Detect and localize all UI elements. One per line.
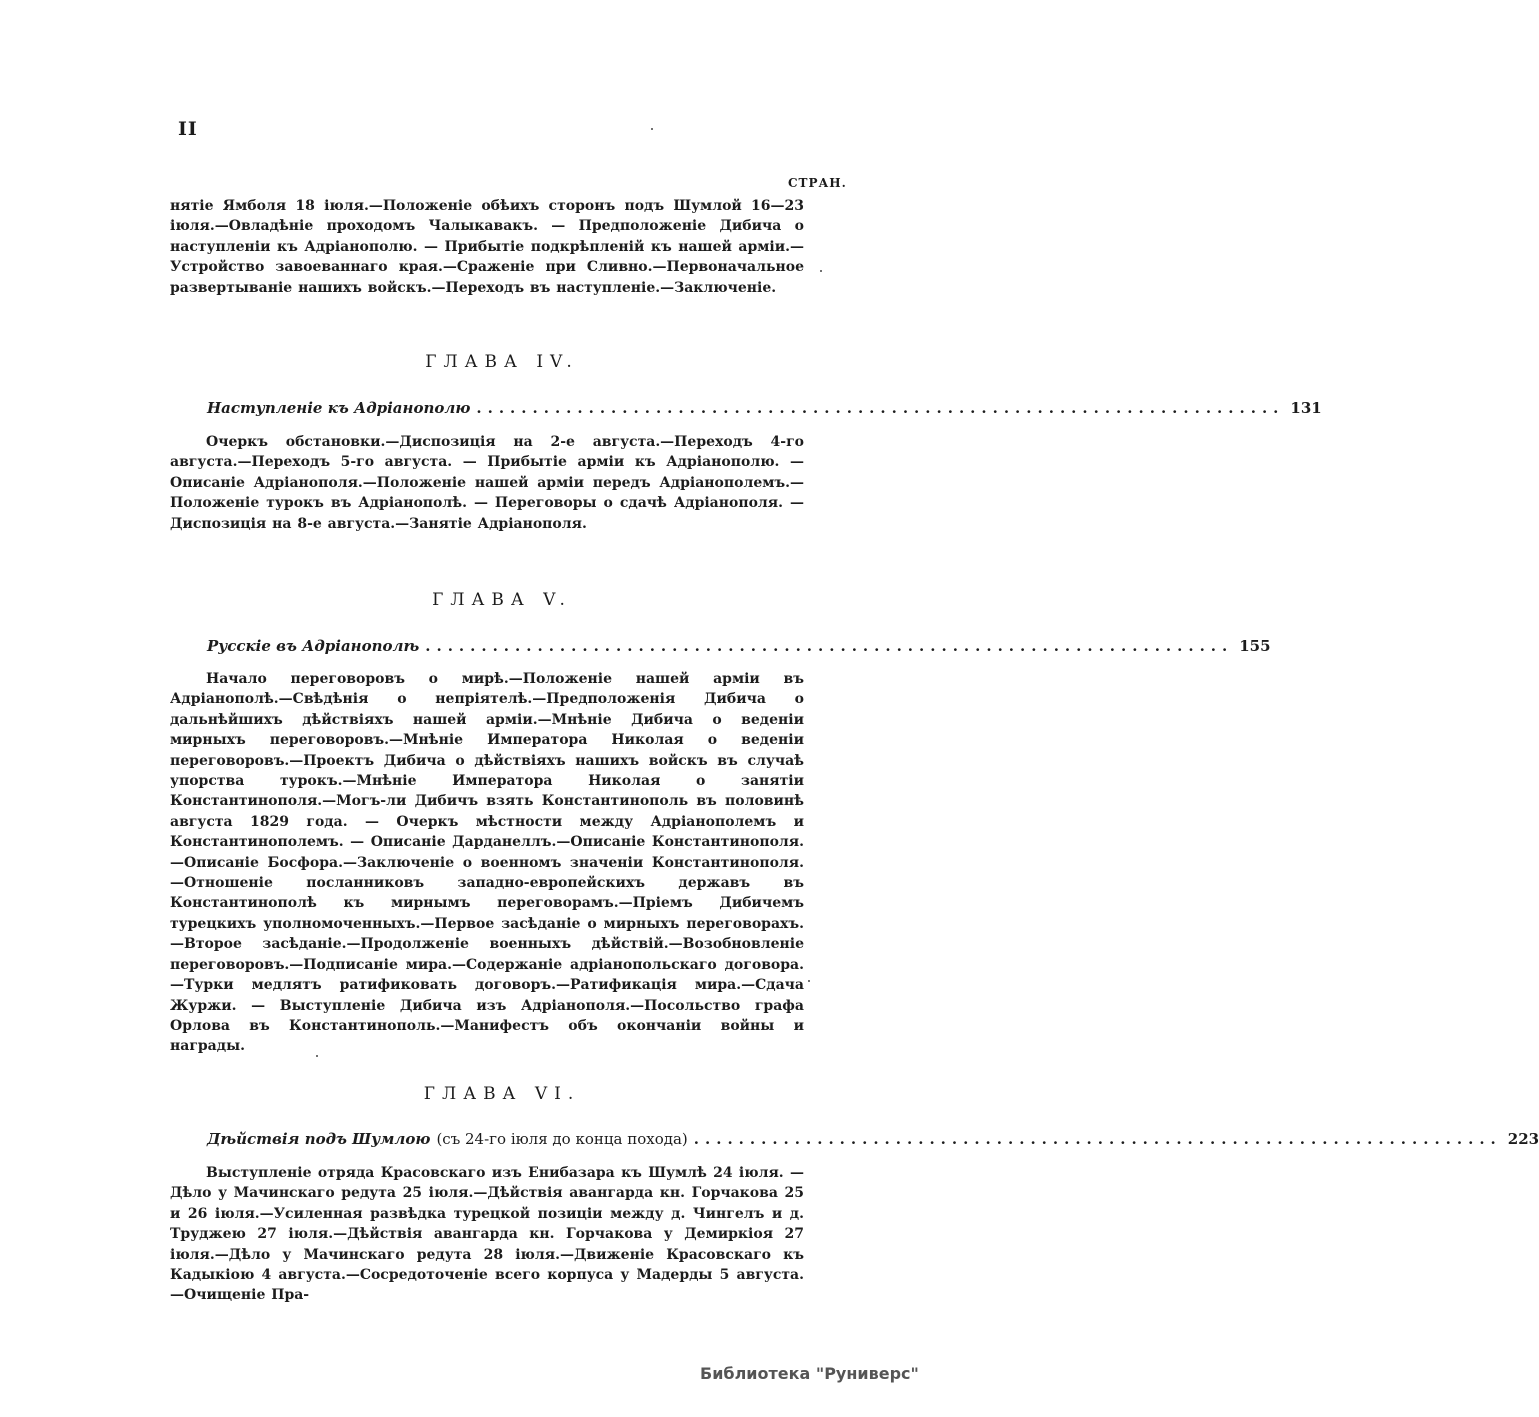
toc-entry-chapter-iv[interactable] [207,398,1322,418]
toc-leader-dots: ........................................................................ [476,399,1285,417]
toc-entry-chapter-vi[interactable] [207,1129,1539,1149]
toc-page-number: 155 [1239,637,1271,655]
library-watermark: Библиотека "Руниверс" [700,1364,919,1383]
toc-title: Дѣйствія подъ Шумлою [207,1130,431,1148]
chapter-vi-summary: Выступленіе отряда Красовскаго изъ Енибазара къ Шумлѣ 24 іюля. — Дѣло у Мачинскаго редута 25 іюля.—Дѣйствія авангарда кн. Горчакова 25 и 26 іюля.—Усиленная развѣдка турецкой позиціи между д. Чингелъ и д. Труджею 27 іюля.—Дѣйствія авангарда кн. Горчакова у Демиркіоя 27 іюля.—Дѣло у Мачинскаго редута 28 іюля.—Движеніе Красовскаго къ Кадыкіою 4 августа.—Сосредоточеніе всего корпуса у Мадерды 5 августа.—Очищеніе Пра- [170,1165,804,1304]
chapter-iv-heading: ГЛАВА IV. [425,352,579,372]
chapter-v-summary: Начало переговоровъ о мирѣ.—Положеніе нашей арміи въ Адріанополѣ.—Свѣдѣнія о непріятелѣ.—Предположенія Дибича о дальнѣйшихъ дѣйствіяхъ нашей арміи.—Мнѣніе Дибича о веденіи мирныхъ переговоровъ.—Мнѣніе Императора Николая о веденіи переговоровъ.—Проектъ Дибича о дѣйствіяхъ нашихъ войскъ въ случаѣ упорства турокъ.—Мнѣніе Императора Николая о занятіи Константинополя.—Могъ-ли Дибичъ взять Константинополь въ половинѣ августа 1829 года. — Очеркъ мѣстности между Адріанополемъ и Константинополемъ. — Описаніе Дарданеллъ.—Описаніе Константинополя.—Описаніе Босфора.—Заключеніе о военномъ значеніи Константинополя.—Отношеніе посланниковъ западно-европейскихъ державъ въ Константинополѣ къ мирнымъ переговорамъ.—Пріемъ Дибичемъ турецкихъ уполномоченныхъ.—Первое засѣданіе о мирныхъ переговорахъ.—Второе засѣданіе.—Продолженіе военныхъ дѣйствій.—Возобновленіе переговоровъ.—Подписаніе мира.—Содержаніе адріанопольскаго договора.—Турки медлятъ ратификовать договоръ.—Ратификація мира.—Сдача Журжи. — Выступленіе Дибича изъ Адріанополя.—Посольство графа Орлова въ Константинополь.—Манифестъ объ окончаніи войны и награды. [170,671,804,1055]
chapter-vi-heading: ГЛАВА VI. [423,1084,581,1104]
toc-page-number: 223 [1507,1130,1539,1148]
chapter-v-heading: ГЛАВА V. [432,590,572,610]
scan-speck [651,128,653,130]
scan-speck [820,270,822,272]
toc-subtitle: (съ 24-го іюля до конца похода) [436,1130,688,1148]
toc-leader-dots: ........................................................................ [693,1130,1502,1148]
toc-title: Русскіе въ Адріанополѣ [207,637,420,655]
scan-speck [808,980,810,982]
toc-leader-dots: ........................................................................ [425,637,1234,655]
page-number: II [178,118,198,140]
toc-entry-chapter-v[interactable] [207,636,1271,656]
toc-page-number: 131 [1290,399,1322,417]
chapter-iii-summary: нятіе Ямболя 18 іюля.—Положеніе обѣихъ сторонъ подъ Шумлой 16—23 іюля.—Овладѣніе проходомъ Чалыкавакъ. — Предположеніе Дибича о наступленіи къ Адріанополю. — Прибытіе подкрѣпленій къ нашей арміи.—Устройство завоеваннаго края.—Сраженіе при Сливно.—Первоначальное развертываніе нашихъ войскъ.—Переходъ въ наступленіе.—Заключеніе. [170,198,804,296]
scan-speck [316,1055,318,1057]
toc-title: Наступленіе къ Адріанополю [207,399,471,417]
page-column-label: СТРАН. [788,176,847,190]
chapter-iv-summary: Очеркъ обстановки.—Диспозиція на 2-е августа.—Переходъ 4-го августа.—Переходъ 5-го августа. — Прибытіе арміи къ Адріанополю. —Описаніе Адріанополя.—Положеніе нашей арміи передъ Адріанополемъ.—Положеніе турокъ въ Адріанополѣ. — Переговоры о сдачѣ Адріанополя. — Диспозиція на 8-е августа.—Занятіе Адріанополя. [170,434,804,532]
